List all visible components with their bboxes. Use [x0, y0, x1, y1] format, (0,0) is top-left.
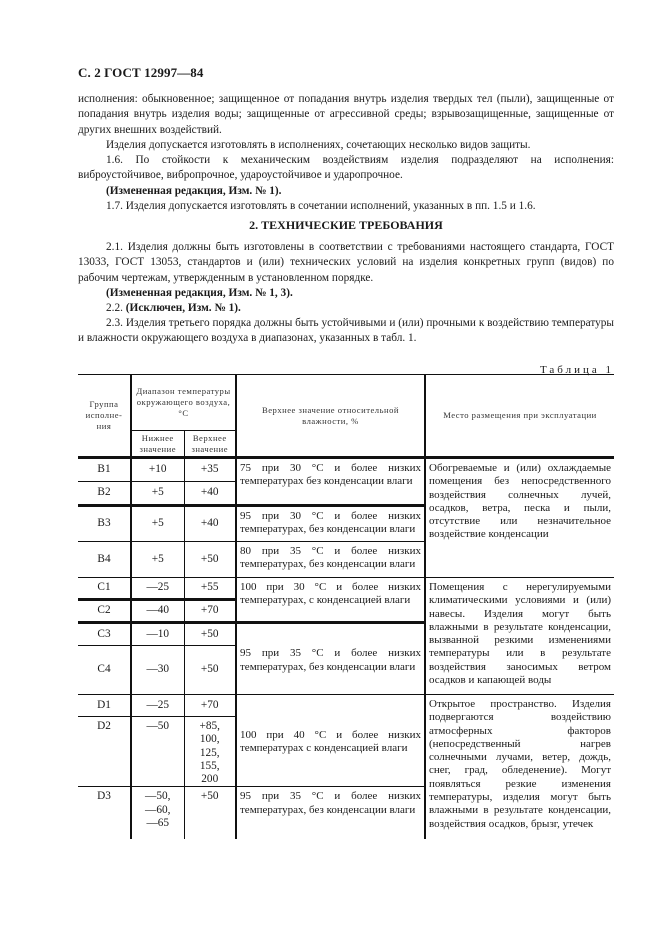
- cell-upper: +50: [184, 646, 236, 695]
- cell-humidity-b4: 80 при 35 °С и более низких температурах, без конденсации влаги: [236, 542, 425, 578]
- cell-upper: +35: [184, 458, 236, 482]
- cell-location-d: Открытое пространство. Изделия подвергаются воздействию атмосферных факторов (непосредственный нагрев солнечными лучами, ветер, дождь, снег, град, обледенение). Могут появляться резкие изменения температуры, изделия могут быть влажными в результате конденсации, воздействия осадков, брызг, утечек: [425, 695, 614, 839]
- cell-upper: +70: [184, 695, 236, 717]
- cell-upper: +40: [184, 482, 236, 506]
- header-lower: Нижнее значение: [131, 431, 184, 458]
- header-humidity: Верхнее значение относительной влажности, %: [236, 375, 425, 458]
- cell-upper: +70: [184, 600, 236, 623]
- paragraph-2-2-excluded: (Исключен, Изм. № 1).: [125, 302, 241, 314]
- paragraph-2-1: 2.1. Изделия должны быть изготовлены в соответствии с требованиями настоящего стандарта, ГОСТ 13033, ГОСТ 13053, стандартов и (или) технических условий на изделия конкретных групп (видов) по рабочим чертежам, утвержденным в установленном порядке.: [78, 241, 614, 284]
- cell-lower: +5: [131, 482, 184, 506]
- cell-group: D2: [78, 717, 131, 787]
- paragraph-2-2-number: 2.2.: [106, 302, 123, 314]
- cell-humidity-d1-d2: 100 при 40 °С и более низких температурах с конденсацией влаги: [236, 695, 425, 787]
- paragraph-1-7: 1.7. Изделия допускается изготовлять в сочетании исполнений, указанных в пп. 1.5 и 1.6.: [106, 200, 536, 212]
- cell-humidity-d3: 95 при 35 °С и более низких температурах, без конденсации влаги: [236, 787, 425, 839]
- climate-table: [78, 374, 614, 839]
- page-header: С. 2 ГОСТ 12997—84: [78, 65, 204, 80]
- paragraph-combined-protection: Изделия допускается изготовлять в исполнениях, сочетающих несколько видов защиты.: [106, 139, 531, 151]
- paragraph-2-3: 2.3. Изделия третьего порядка должны быть устойчивыми и (или) прочными к воздействию температуры и влажности окружающего воздуха в диапазонах, указанных в табл. 1.: [78, 317, 614, 345]
- cell-location-c: Помещения с нерегулируемыми климатическими условиями и (или) навесы. Изделия могут быть влажными в результате конденсации, вызванной резкими изменениями температуры или в результате воздействия заносимых ветром осадков и капающей воды: [425, 578, 614, 695]
- cell-upper: +50: [184, 542, 236, 578]
- paragraph-1-6: 1.6. По стойкости к механическим воздействиям изделия подразделяют на исполнения: виброустойчивое, вибропрочное, удароустойчивое и ударопрочное.: [78, 154, 614, 182]
- amendment-note-2: (Измененная редакция, Изм. № 1, 3).: [106, 287, 293, 299]
- cell-upper: +40: [184, 506, 236, 542]
- cell-lower: +5: [131, 506, 184, 542]
- cell-location-b: Обогреваемые и (или) охлаждаемые помещения без непосредственного воздействия солнечных лучей, осадков, ветра, песка и пыли, отсутствие или незначительное воздействие конденсации: [425, 458, 614, 578]
- header-upper: Верхнее значение: [184, 431, 236, 458]
- table-caption: Таблица 1: [539, 364, 614, 376]
- cell-lower: +10: [131, 458, 184, 482]
- cell-upper: +50: [184, 623, 236, 646]
- cell-upper: +55: [184, 578, 236, 600]
- cell-lower: —30: [131, 646, 184, 695]
- cell-lower: +5: [131, 542, 184, 578]
- cell-humidity-c1-c2: 100 при 30 °С и более низких температурах, с конденсацией влаги: [236, 578, 425, 623]
- cell-lower: —50, —60, —65: [131, 787, 184, 839]
- cell-upper: +85, 100, 125, 155, 200: [184, 717, 236, 787]
- header-temp-range: Диапазон температуры окружающего воздуха, °С: [131, 375, 236, 431]
- cell-group: C1: [78, 578, 131, 600]
- cell-group: B3: [78, 506, 131, 542]
- cell-upper: +50: [184, 787, 236, 839]
- cell-group: B4: [78, 542, 131, 578]
- cell-lower: —40: [131, 600, 184, 623]
- cell-group: C2: [78, 600, 131, 623]
- paragraph-protection-types: исполнения: обыкновенное; защищенное от попадания внутрь изделия твердых тел (пыли), защищенные от попадания внутрь изделия воды; защищенные от агрессивной среды; взрывозащищенные, защищенные от других внешних воздействий.: [78, 93, 614, 136]
- cell-lower: —10: [131, 623, 184, 646]
- cell-humidity-b1-b2: 75 при 30 °С и более низких температурах без конденсации влаги: [236, 458, 425, 506]
- cell-group: D1: [78, 695, 131, 717]
- cell-group: C3: [78, 623, 131, 646]
- cell-lower: —25: [131, 695, 184, 717]
- paragraph-2-2: [78, 301, 614, 316]
- cell-humidity-b3: 95 при 30 °С и более низких температурах, без конденсации влаги: [236, 506, 425, 542]
- section-title: 2. ТЕХНИЧЕСКИЕ ТРЕБОВАНИЯ: [249, 218, 443, 232]
- header-group: Группа исполне-ния: [78, 375, 131, 458]
- header-location: Место размещения при эксплуатации: [425, 375, 614, 458]
- cell-group: D3: [78, 787, 131, 839]
- cell-lower: —50: [131, 717, 184, 787]
- cell-group: C4: [78, 646, 131, 695]
- cell-group: B1: [78, 458, 131, 482]
- cell-group: B2: [78, 482, 131, 506]
- amendment-note-1: (Измененная редакция, Изм. № 1).: [106, 185, 282, 197]
- cell-lower: —25: [131, 578, 184, 600]
- cell-humidity-c3-c4: 95 при 35 °С и более низких температурах, без конденсации влаги: [236, 623, 425, 695]
